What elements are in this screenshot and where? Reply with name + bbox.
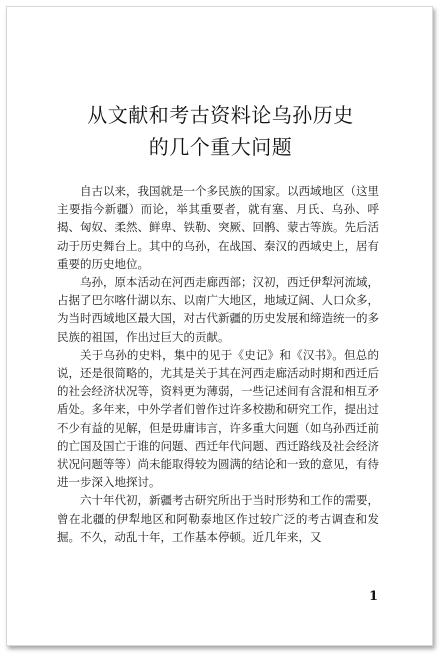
paragraph-1: 自古以来，我国就是一个多民族的国家。以西域地区（这里主要指今新疆）而论，举其重要者，就有塞、月氏、乌孙、呼揭、匈奴、柔然、鲜卑、铁勒、突厥、回鹘、蒙古等族。先后活动于历史舞台上。其中的乌孙，在战国、秦汉的西域史上，居有重要的历史地位。 [57, 184, 379, 271]
book-page [6, 6, 433, 646]
paragraph-2: 乌孙，原本活动在河西走廊西部；汉初，西迁伊犁河流域，占据了巴尔喀什湖以东、以南广大地区，地域辽阔、人口众多，为当时西域地区最大国，对古代新疆的历史发展和缔造统一的多民族的祖国，作出过巨大的贡献。 [57, 275, 379, 344]
title-line-1: 从文献和考古资料论乌孙历史 [87, 103, 354, 127]
title-line-2: 的几个重大问题 [148, 135, 293, 159]
paragraph-4: 六十年代初，新疆考古研究所出于当时形势和工作的需要，曾在北疆的伊犁地区和阿勒泰地区作过较广泛的考古调查和发掘。不久，动乱十年，工作基本停顿。近几年来，又 [57, 493, 379, 544]
page-number: 1 [369, 589, 379, 604]
paragraph-3: 关于乌孙的史料，集中的见于《史记》和《汉书》。但总的说，还是很简略的，尤其是关于其在河西走廊活动时期和西迁后的社会经济状况等，资料更为薄弱，一些记述间有含混和相互矛盾处。多年来，中外学者们曾作过许多校勘和研究工作，提出过不少有益的见解，但是毋庸讳言，许多重大问题（如乌孙西迁前的亡国及国亡于谁的问题、西迁年代问题、西迁路线及社会经济状况问题等等）尚未能取得较为圆满的结论和一致的意见，有待进一步深入地探讨。 [57, 347, 379, 490]
body-text [57, 182, 379, 546]
